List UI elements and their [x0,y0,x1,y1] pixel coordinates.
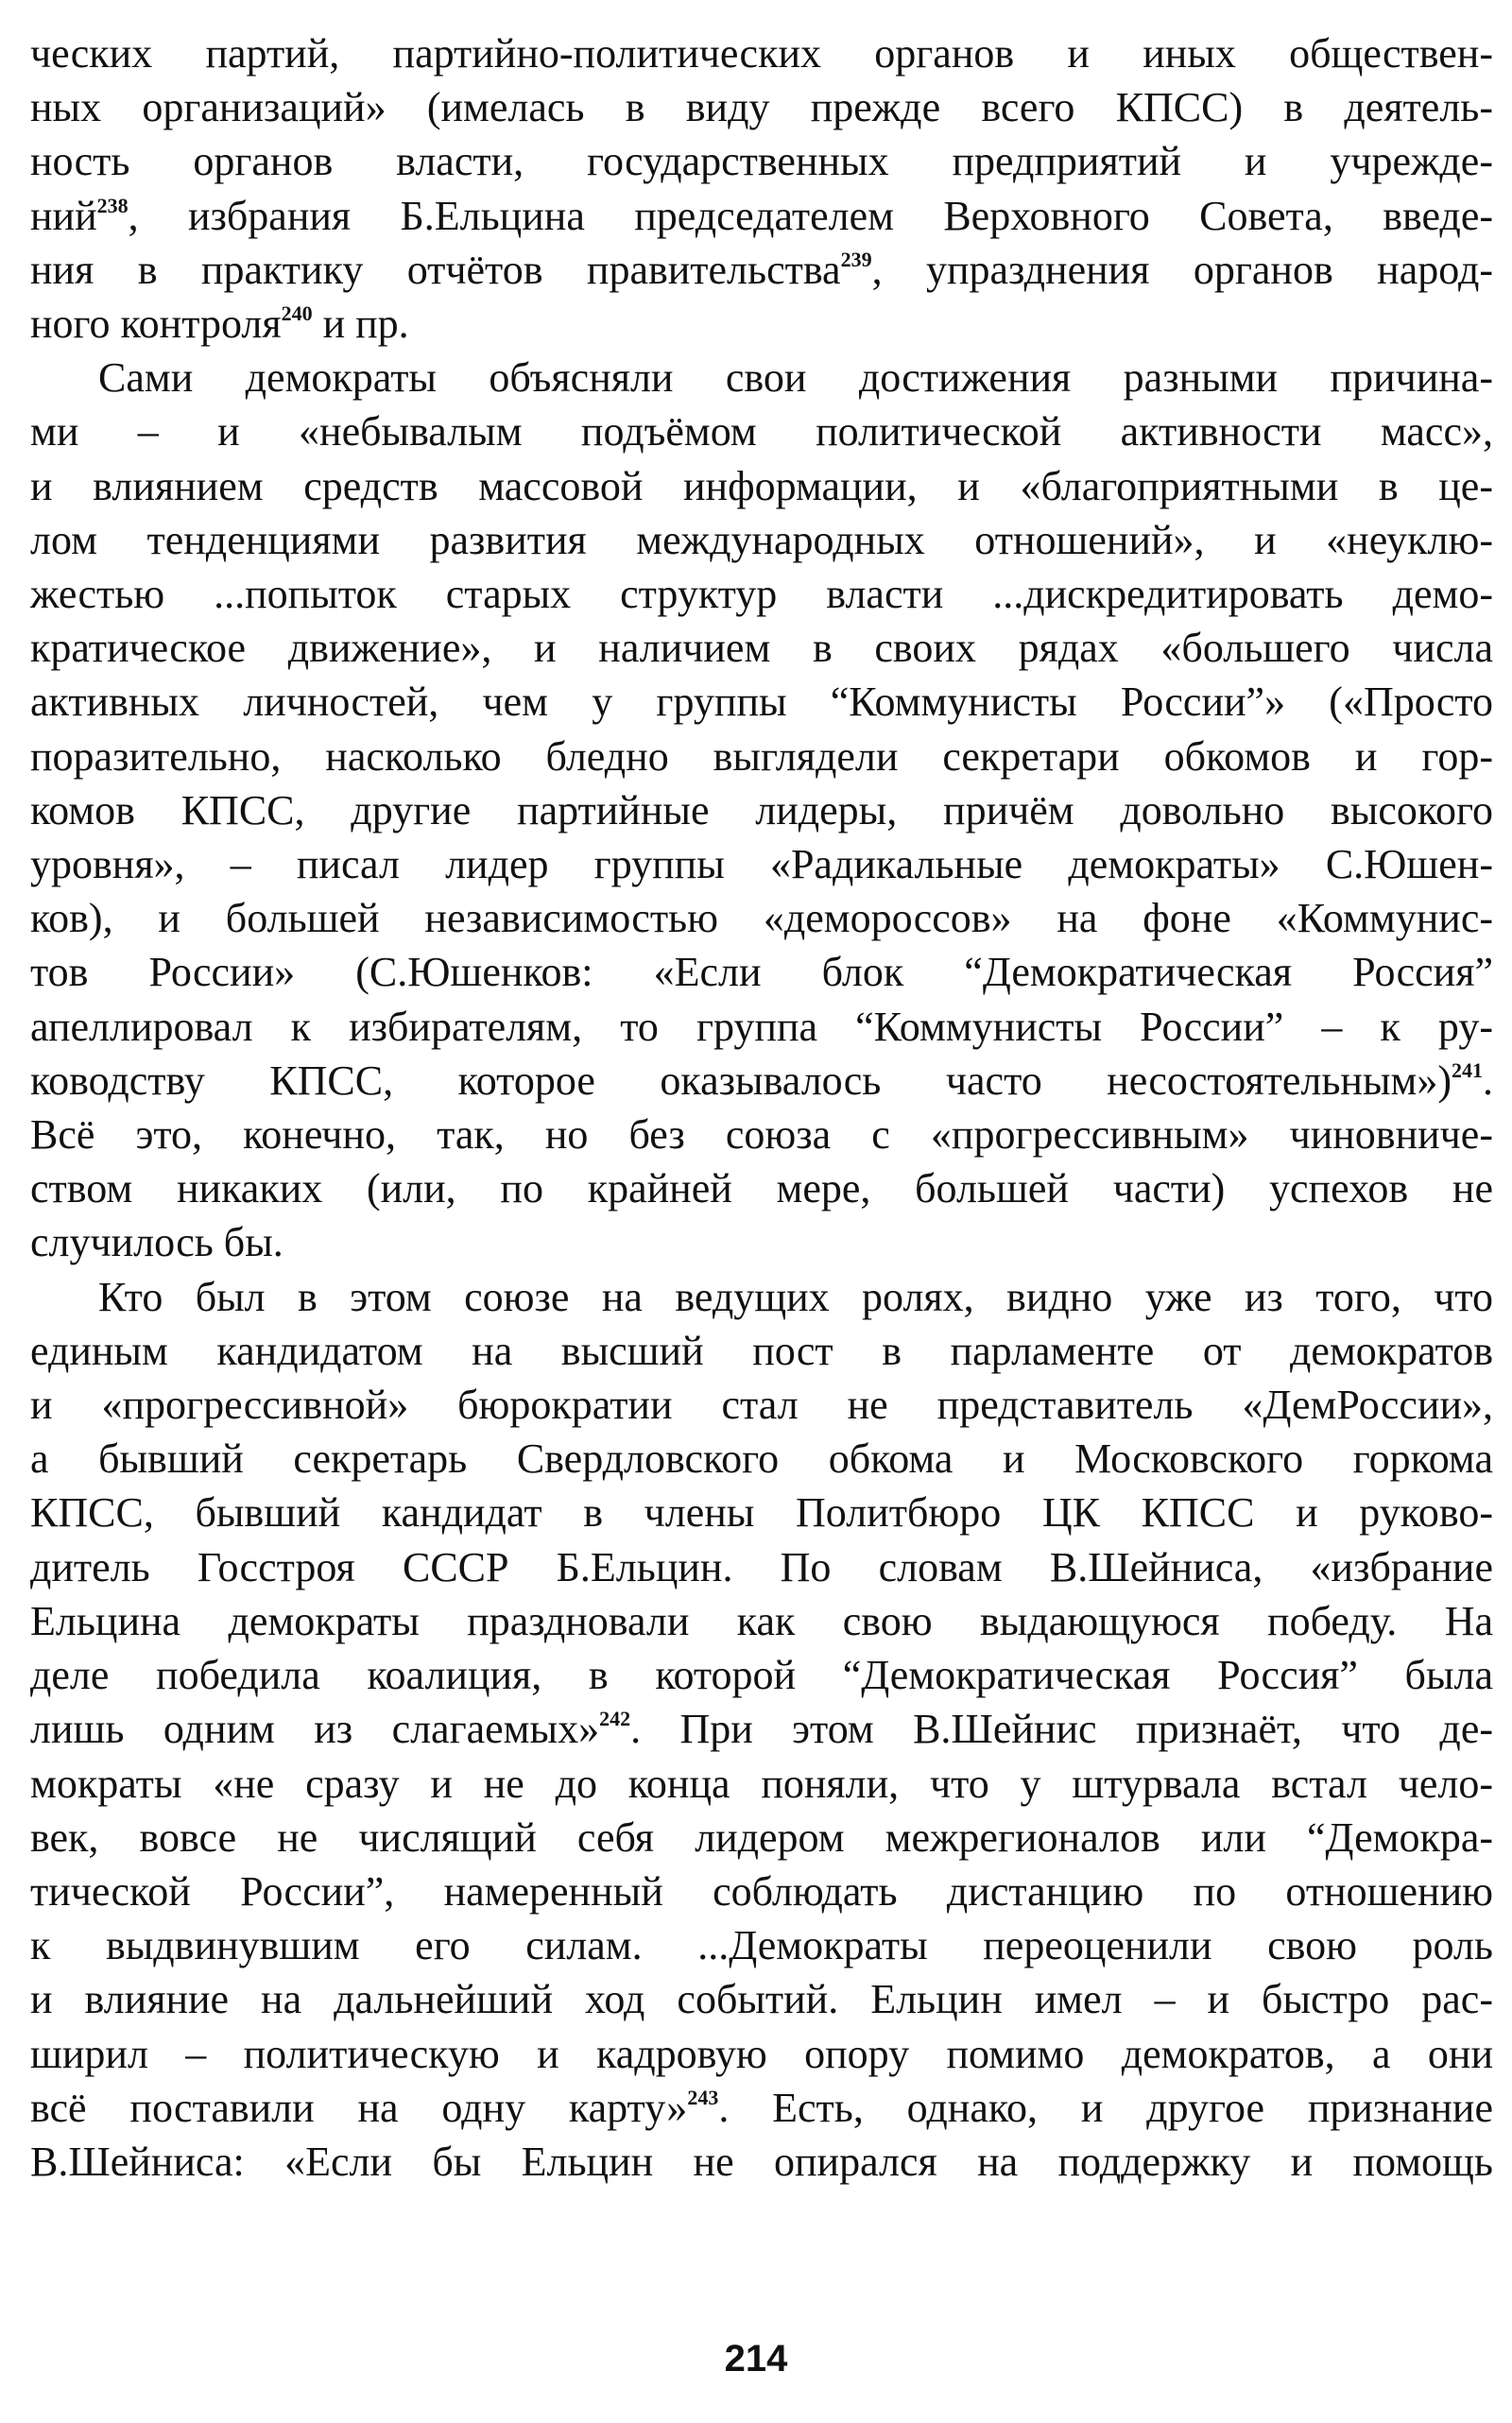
body-text [30,26,1493,2189]
text-line [30,945,1493,999]
text-line [30,26,1493,80]
footnote-ref: 241 [1452,1057,1483,1082]
text-line [30,1270,1493,1324]
text-segment: дитель Госстроя СССР Б.Ельцин. По словам В.Шейниса, «избрание [30,1543,1493,1590]
text-segment: уровня», – писал лидер группы «Радикальные демократы» С.Юшен- [30,841,1493,888]
footnote-ref: 239 [840,247,872,271]
text-segment: а бывший секретарь Свердловского обкома и Московского горкома [30,1435,1493,1483]
text-segment: Всё это, конечно, так, но без союза с «прогрессивным» чиновниче- [30,1111,1493,1159]
text-line [30,513,1493,567]
text-line [30,1161,1493,1215]
text-line [30,1324,1493,1378]
text-segment: Кто был в этом союзе на ведущих ролях, видно уже из того, что [98,1273,1493,1320]
text-segment: активных личностей, чем у группы “Коммунисты России”» («Просто [30,679,1493,726]
text-line [30,1108,1493,1161]
text-line [30,134,1493,188]
text-line [30,2081,1493,2135]
text-segment: и влияние на дальнейший ход событий. Ельцин имел – и быстро рас- [30,1976,1493,2023]
text-line [30,404,1493,458]
text-segment: век, вовсе не числящий себя лидером межрегионалов или “Демокра- [30,1813,1493,1861]
text-segment: ководству КПСС, которое оказывалось часто несостоятельным») [30,1057,1452,1104]
text-segment: ний [30,192,97,239]
text-segment: ков), и большей независимостью «демороссов» на фоне «Коммунис- [30,895,1493,942]
text-segment: и «прогрессивной» бюрократии стал не представитель «ДемРоссии», [30,1382,1493,1429]
text-segment: ных организаций» (имелась в виду прежде всего КПСС) в деятель- [30,84,1493,131]
text-segment: . Есть, однако, и другое признание [718,2084,1493,2131]
text-segment: тической России”, намеренный соблюдать дистанцию по отношению [30,1867,1493,1915]
text-segment: ческих партий, партийно-политических органов и иных обществен- [30,30,1493,77]
text-segment: деле победила коалиция, в которой “Демократическая Россия” была [30,1652,1493,1699]
text-line [30,351,1493,404]
text-segment: единым кандидатом на высший пост в парламенте от демократов [30,1327,1493,1374]
text-segment: ния в практику отчётов правительства [30,246,841,293]
text-line [30,1540,1493,1594]
text-line [30,1432,1493,1486]
text-line [30,567,1493,621]
text-line [30,2027,1493,2081]
text-line [30,1972,1493,2026]
text-line [30,730,1493,783]
text-segment: , упразднения органов народ- [871,246,1493,293]
text-segment: . [1483,1057,1493,1104]
text-line [30,621,1493,675]
text-segment: , избрания Б.Ельцина председателем Верховного Совета, введе- [128,192,1493,239]
footnote-ref: 238 [96,193,129,217]
text-line [30,297,1493,351]
text-segment: . При этом В.Шейнис признаёт, что де- [630,1706,1493,1753]
text-segment: апеллировал к избирателям, то группа “Коммунисты России” – к ру- [30,1003,1493,1050]
footnote-ref: 240 [281,301,313,326]
text-line [30,459,1493,513]
page-number: 214 [724,2338,788,2380]
text-segment: Сами демократы объясняли свои достижения разными причина- [98,354,1493,402]
text-line [30,80,1493,134]
footnote-ref: 243 [687,2085,719,2109]
text-line [30,1054,1493,1108]
text-segment: ширил – политическую и кадровую опору помимо демократов, а они [30,2030,1493,2077]
text-line [30,891,1493,945]
text-segment: всё поставили на одну карту» [30,2084,688,2131]
text-line [30,837,1493,891]
text-segment: жестью ...попыток старых структур власти ...дискредитировать демо- [30,571,1493,618]
text-segment: Ельцина демократы праздновали как свою выдающуюся победу. На [30,1597,1493,1644]
text-line [30,1648,1493,1702]
book-page [30,26,1493,2323]
text-line [30,1865,1493,1918]
footnote-ref: 242 [599,1707,631,1731]
text-line [30,1000,1493,1054]
text-segment: комов КПСС, другие партийные лидеры, причём довольно высокого [30,786,1493,833]
text-segment: кратическое движение», и наличием в своих рядах «большего числа [30,625,1493,672]
text-segment: к выдвинувшим его силам. ...Демократы переоценили свою роль [30,1922,1493,1969]
text-line [30,1918,1493,1972]
text-segment: лом тенденциями развития международных отношений», и «неуклю- [30,516,1493,563]
text-segment: поразительно, насколько бледно выглядели секретари обкомов и гор- [30,732,1493,780]
text-segment: случилось бы. [30,1219,284,1266]
text-segment: тов России» (С.Юшенков: «Если блок “Демократическая Россия” [30,949,1493,996]
text-line [30,1378,1493,1432]
text-segment: мократы «не сразу и не до конца поняли, что у штурвала встал чело- [30,1760,1493,1807]
text-segment: В.Шейниса: «Если бы Ельцин не опирался на поддержку и помощь [30,2138,1493,2185]
text-line [30,1811,1493,1865]
text-segment: и пр. [312,301,409,348]
text-line [30,243,1493,297]
text-line [30,2135,1493,2189]
text-segment: ми – и «небывалым подъёмом политической активности масс», [30,408,1493,455]
text-segment: лишь одним из слагаемых» [30,1706,600,1753]
text-segment: ством никаких (или, по крайней мере, большей части) успехов не [30,1165,1493,1212]
text-segment: и влиянием средств массовой информации, и «благоприятными в це- [30,462,1493,509]
text-line [30,1757,1493,1811]
text-segment: ного контроля [30,301,282,348]
text-line [30,783,1493,837]
text-line [30,1702,1493,1756]
text-segment: КПСС, бывший кандидат в члены Политбюро ЦК КПСС и руково- [30,1489,1493,1537]
text-line [30,1215,1493,1269]
text-line [30,675,1493,729]
text-segment: ность органов власти, государственных предприятий и учрежде- [30,138,1493,185]
text-line [30,1594,1493,1648]
text-line [30,189,1493,243]
text-line [30,1486,1493,1539]
